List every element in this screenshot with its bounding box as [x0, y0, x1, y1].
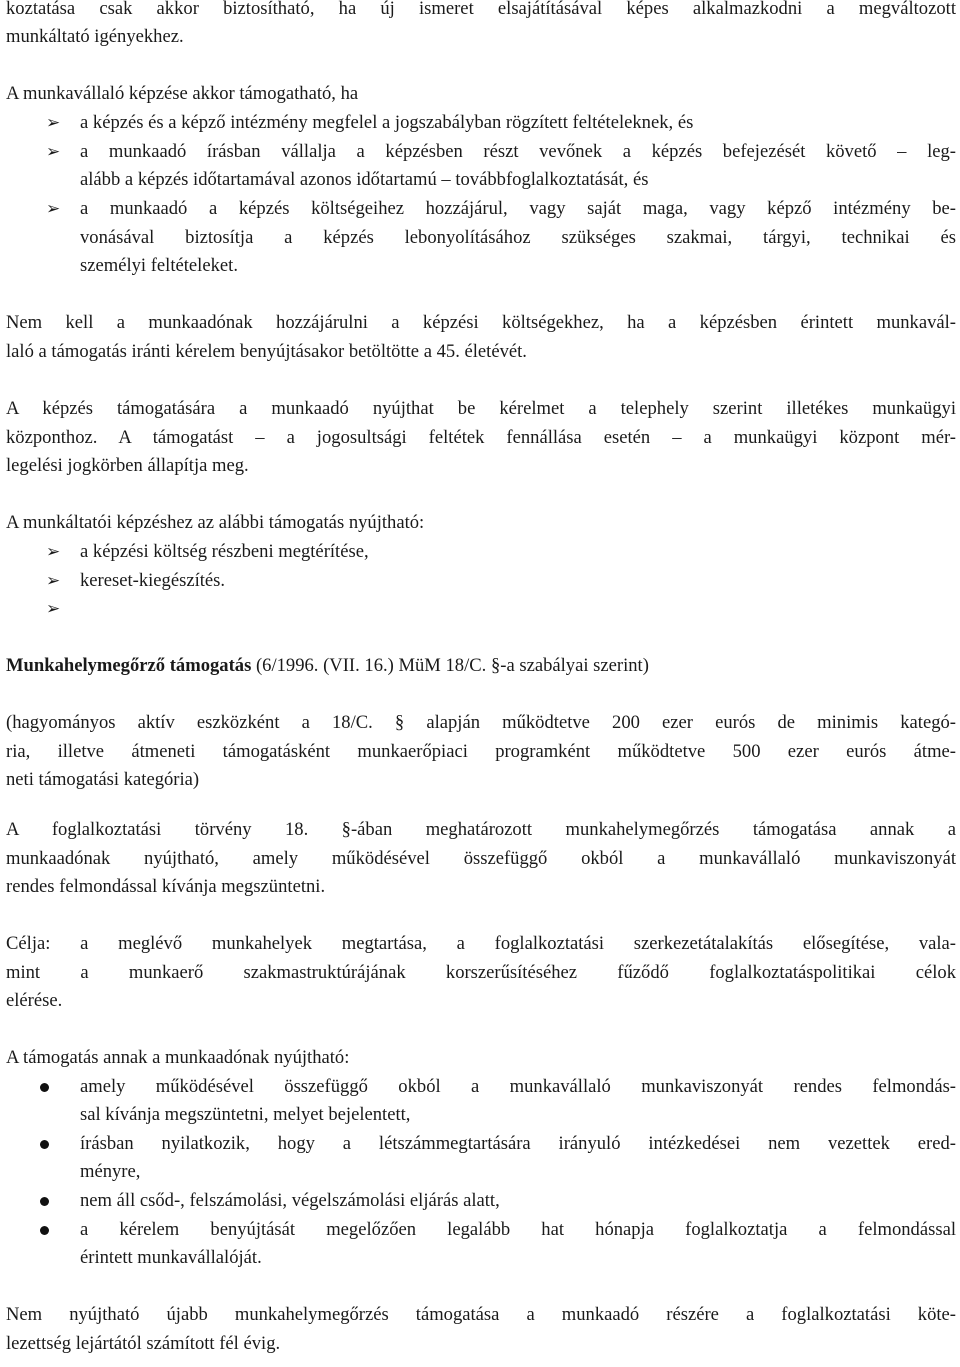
paragraph-line: A támogatás annak a munkaadónak nyújtható: — [6, 1047, 350, 1068]
arrow-bullet-icon: ➢ — [46, 571, 61, 591]
paragraph-line: A foglalkoztatási törvény 18. §-ában meghatározott munkahelymegőrzés támogatása annak a — [6, 819, 956, 840]
paragraph-line: rendes felmondással kívánja megszüntetni. — [6, 876, 326, 897]
paragraph-line: munkáltató igényekhez. — [6, 26, 184, 47]
paragraph-line: munkaadónak nyújtható, amely működésével összefüggő okból a munkavállaló munkaviszonyát — [6, 848, 956, 869]
list-item: kereset-kiegészítés. — [80, 570, 226, 591]
bullet-dot-icon — [40, 1197, 49, 1206]
list-item: érintett munkavállalóját. — [80, 1247, 262, 1268]
arrow-bullet-icon: ➢ — [46, 199, 61, 219]
paragraph-line: A képzés támogatására a munkaadó nyújthat be kérelmet a telephely szerint illetékes munkaügyi — [6, 398, 956, 419]
paragraph-line: központhoz. A támogatást – a jogosultsági feltétek fennállása esetén – a munkaügyi központ mér- — [6, 427, 956, 448]
section-heading — [6, 652, 649, 681]
bullet-dot-icon — [40, 1140, 49, 1149]
paragraph-line: (hagyományos aktív eszközként a 18/C. § alapján működtetve 200 ezer eurós de minimis kategó- — [6, 712, 956, 733]
list-item: személyi feltételeket. — [80, 255, 238, 276]
paragraph-line: Nem nyújtható újabb munkahelymegőrzés támogatása a munkaadó részére a foglalkoztatási köte- — [6, 1304, 956, 1325]
bullet-dot-icon — [40, 1083, 49, 1092]
list-item: alább a képzés időtartamával azonos időtartamú – továbbfoglalkoztatását, és — [80, 169, 649, 190]
list-item: a munkaadó írásban vállalja a képzésben részt vevőnek a képzés befejezését követő – leg- — [80, 141, 956, 162]
paragraph-line: Célja: a meglévő munkahelyek megtartása, a foglalkoztatási szerkezetátalakítás elősegítése, vala- — [6, 933, 956, 954]
bullet-dot-icon — [40, 1226, 49, 1235]
paragraph-line: A munkáltatói képzéshez az alábbi támogatás nyújtható: — [6, 512, 425, 533]
paragraph-line: elérése. — [6, 990, 63, 1011]
list-item: vonásával biztosítja a képzés lebonyolításához szükséges szakmai, tárgyi, technikai és — [80, 227, 956, 248]
paragraph-line: A munkavállaló képzése akkor támogatható, ha — [6, 83, 359, 104]
paragraph-line: legelési jogkörben állapítja meg. — [6, 455, 249, 476]
paragraph-line: lezettség lejártától számított fél évig. — [6, 1333, 281, 1354]
arrow-bullet-icon: ➢ — [46, 142, 61, 162]
paragraph-line: koztatása csak akkor biztosítható, ha új ismeret elsajátításával képes alkalmazkodni a megváltozott — [6, 0, 956, 19]
list-item: nem áll csőd-, felszámolási, végelszámolási eljárás alatt, — [80, 1190, 500, 1211]
list-item: sal kívánja megszüntetni, melyet bejelentett, — [80, 1104, 411, 1125]
heading-title: Munkahelymegőrző támogatás — [6, 655, 252, 676]
list-item: a képzés és a képző intézmény megfelel a jogszabályban rögzített feltételeknek, és — [80, 112, 694, 133]
list-item: a munkaadó a képzés költségeihez hozzájárul, vagy saját maga, vagy képző intézmény be- — [80, 198, 956, 219]
list-item: a kérelem benyújtását megelőzően legalább hat hónapja foglalkoztatja a felmondással — [80, 1219, 956, 1240]
heading-reference: (6/1996. (VII. 16.) MüM 18/C. §-a szabályai szerint) — [251, 655, 649, 676]
paragraph-line: mint a munkaerő szakmastruktúrájának korszerűsítéséhez fűződő foglalkoztatáspolitikai célok — [6, 962, 956, 983]
arrow-bullet-icon: ➢ — [46, 113, 61, 133]
list-item: amely működésével összefüggő okból a munkavállaló munkaviszonyát rendes felmondás- — [80, 1076, 956, 1097]
paragraph-line: ria, illetve átmeneti támogatásként munkaerőpiaci programként működtetve 500 ezer eurós átme- — [6, 741, 956, 762]
list-item: ményre, — [80, 1161, 141, 1182]
paragraph-line: laló a támogatás iránti kérelem benyújtásakor betöltötte a 45. életévét. — [6, 341, 527, 362]
arrow-bullet-icon: ➢ — [46, 599, 61, 619]
paragraph-line: Nem kell a munkaadónak hozzájárulni a képzési költségekhez, ha a képzésben érintett munkavál- — [6, 312, 956, 333]
list-item: a képzési költség részbeni megtérítése, — [80, 541, 369, 562]
paragraph-line: neti támogatási kategória) — [6, 769, 200, 790]
arrow-bullet-icon: ➢ — [46, 542, 61, 562]
list-item: írásban nyilatkozik, hogy a létszámmegtartására irányuló intézkedései nem vezettek ered- — [80, 1133, 956, 1154]
